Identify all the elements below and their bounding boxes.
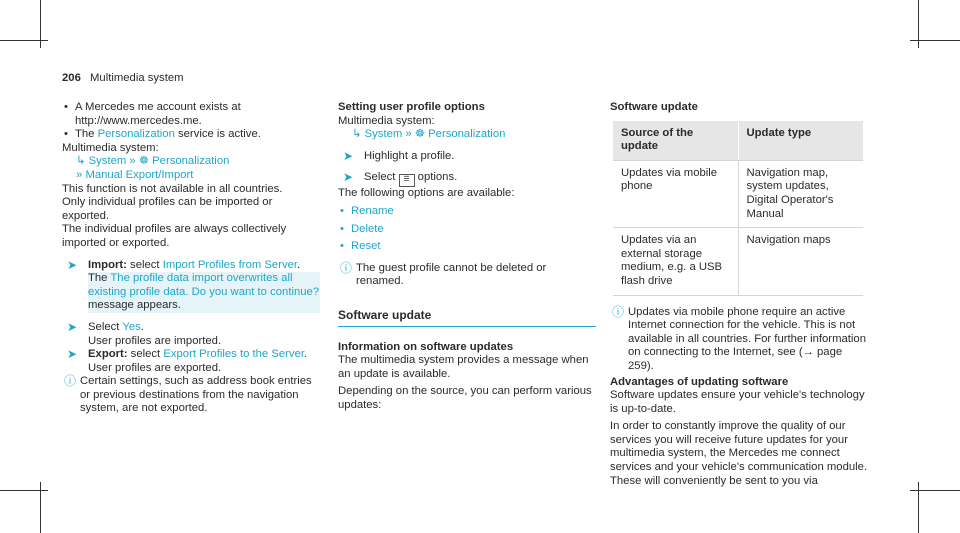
- paragraph: Only individual profiles can be imported or exported.: [62, 196, 273, 222]
- personalization-link[interactable]: Personalization: [97, 128, 175, 141]
- info-icon: ⓘ: [612, 304, 625, 319]
- arrow-icon: ➤: [67, 319, 78, 334]
- path-intro: Multimedia system:: [338, 114, 435, 127]
- return-arrow-icon: ↳: [352, 128, 362, 141]
- options-menu-icon: ☰: [399, 174, 415, 187]
- list-item: • The Personalization service is active.: [62, 128, 320, 142]
- table-cell: Navigation map, system updates, Digital Operator's Manual: [738, 160, 863, 227]
- header-section: Multimedia system: [90, 72, 184, 84]
- step-highlight: ➤ Highlight a profile.: [343, 148, 455, 163]
- arrow-icon: ➤: [67, 347, 78, 362]
- yes-result: User profiles are imported.: [88, 334, 222, 347]
- crop-mark: [910, 490, 960, 491]
- paragraph: Depending on the source, you can perform various updates:: [338, 385, 592, 411]
- crop-mark: [0, 490, 48, 491]
- arrow-icon: ➤: [67, 257, 78, 272]
- table-cell: Navigation maps: [738, 228, 863, 295]
- table-header: Source of the update: [613, 121, 738, 161]
- yes-step: ➤ Select Yes. User profiles are imported.: [62, 321, 320, 348]
- section-heading: Setting user profile options: [338, 101, 485, 113]
- menu-path-2: [62, 169, 320, 183]
- sub-heading: Advantages of updating software: [610, 375, 789, 388]
- table-row: [613, 228, 863, 295]
- person-icon: ☸: [138, 155, 149, 168]
- list-item: • A Mercedes me account exists at http://www.mercedes.me.: [62, 101, 320, 128]
- path-intro: Multimedia system:: [62, 141, 159, 154]
- export-step: ➤ Export: select Export Profiles to the Server. User profiles are exported.: [62, 348, 320, 375]
- crop-mark: [0, 40, 48, 41]
- update-table: [613, 121, 863, 296]
- paragraph: In order to constantly improve the quality of our services you will receive future updates for your multimedia system, the Mercedes me connect services and your vehicle's communication module. These will conveniently be sent to you via: [610, 420, 868, 487]
- table-cell: Updates via mobile phone: [613, 160, 738, 227]
- export-result: User profiles are exported.: [88, 361, 222, 374]
- path-manual-export-import[interactable]: Manual Export/Import: [85, 168, 194, 181]
- info-icon: ⓘ: [340, 260, 353, 275]
- table-cell: Updates via an external storage medium, e.g. a USB flash drive: [613, 228, 738, 295]
- double-chevron-icon: »: [76, 168, 83, 181]
- menu-path: [338, 128, 596, 142]
- import-label: Import:: [88, 258, 127, 271]
- option-reset[interactable]: • Reset: [338, 240, 596, 254]
- import-message: The profile data import overwrites all existing profile data. Do you want to continue?: [88, 272, 320, 298]
- middle-column: [338, 101, 596, 413]
- step-select-options: ➤ Select ☰ options.: [338, 171, 596, 187]
- page-header: [62, 72, 184, 86]
- paragraph: The following options are available:: [338, 187, 515, 200]
- left-column: [62, 101, 320, 416]
- option-delete[interactable]: • Delete: [338, 223, 596, 237]
- right-column: [610, 101, 868, 488]
- path-personalization[interactable]: Personalization: [428, 128, 506, 141]
- paragraph: This function is not available in all countries.: [62, 182, 283, 195]
- import-step: ➤ Import: select Import Profiles from Server. The The profile data import overwrites all existing profile data. Do you want to continue? message appears.: [67, 257, 320, 312]
- paragraph: The multimedia system provides a message when an update is available.: [338, 354, 589, 380]
- section-heading: Software update: [610, 101, 698, 113]
- info-note: ⓘ The guest profile cannot be deleted or renamed.: [340, 260, 547, 288]
- table-header: Update type: [738, 121, 863, 161]
- import-profiles-link[interactable]: Import Profiles from Server: [162, 258, 298, 271]
- crop-mark: [910, 40, 960, 41]
- option-rename[interactable]: • Rename: [338, 205, 596, 219]
- double-chevron-icon: »: [405, 128, 412, 141]
- export-profiles-link[interactable]: Export Profiles to the Server: [163, 348, 304, 361]
- path-system[interactable]: System: [364, 128, 403, 141]
- info-icon: ⓘ: [64, 374, 77, 389]
- menu-path: [62, 155, 320, 169]
- page-number: 206: [62, 72, 81, 84]
- info-note: ⓘ Updates via mobile phone require an active Internet connection for the vehicle. This is not available in all countries. For further information on connecting to the Internet, see (→ page 259).: [612, 304, 866, 372]
- arrow-icon: ➤: [343, 170, 354, 185]
- paragraph: Software updates ensure your vehicle's technology is up-to-date.: [610, 389, 865, 415]
- arrow-icon: ➤: [343, 148, 354, 163]
- return-arrow-icon: ↳: [76, 155, 86, 168]
- person-icon: ☸: [414, 128, 425, 141]
- info-note: ⓘ Certain settings, such as address book entries or previous destinations from the navigation system, are not exported.: [64, 374, 312, 415]
- table-row: [613, 160, 863, 227]
- path-system[interactable]: System: [88, 155, 127, 168]
- paragraph: The individual profiles are always collectively imported or exported.: [62, 223, 287, 249]
- software-update-section: Software update: [338, 309, 596, 327]
- export-label: Export:: [88, 348, 128, 361]
- yes-link[interactable]: Yes: [122, 320, 141, 333]
- table-header-row: [613, 121, 863, 161]
- sub-heading: Information on software updates: [338, 340, 514, 353]
- double-chevron-icon: »: [129, 155, 136, 168]
- path-personalization[interactable]: Personalization: [152, 155, 230, 168]
